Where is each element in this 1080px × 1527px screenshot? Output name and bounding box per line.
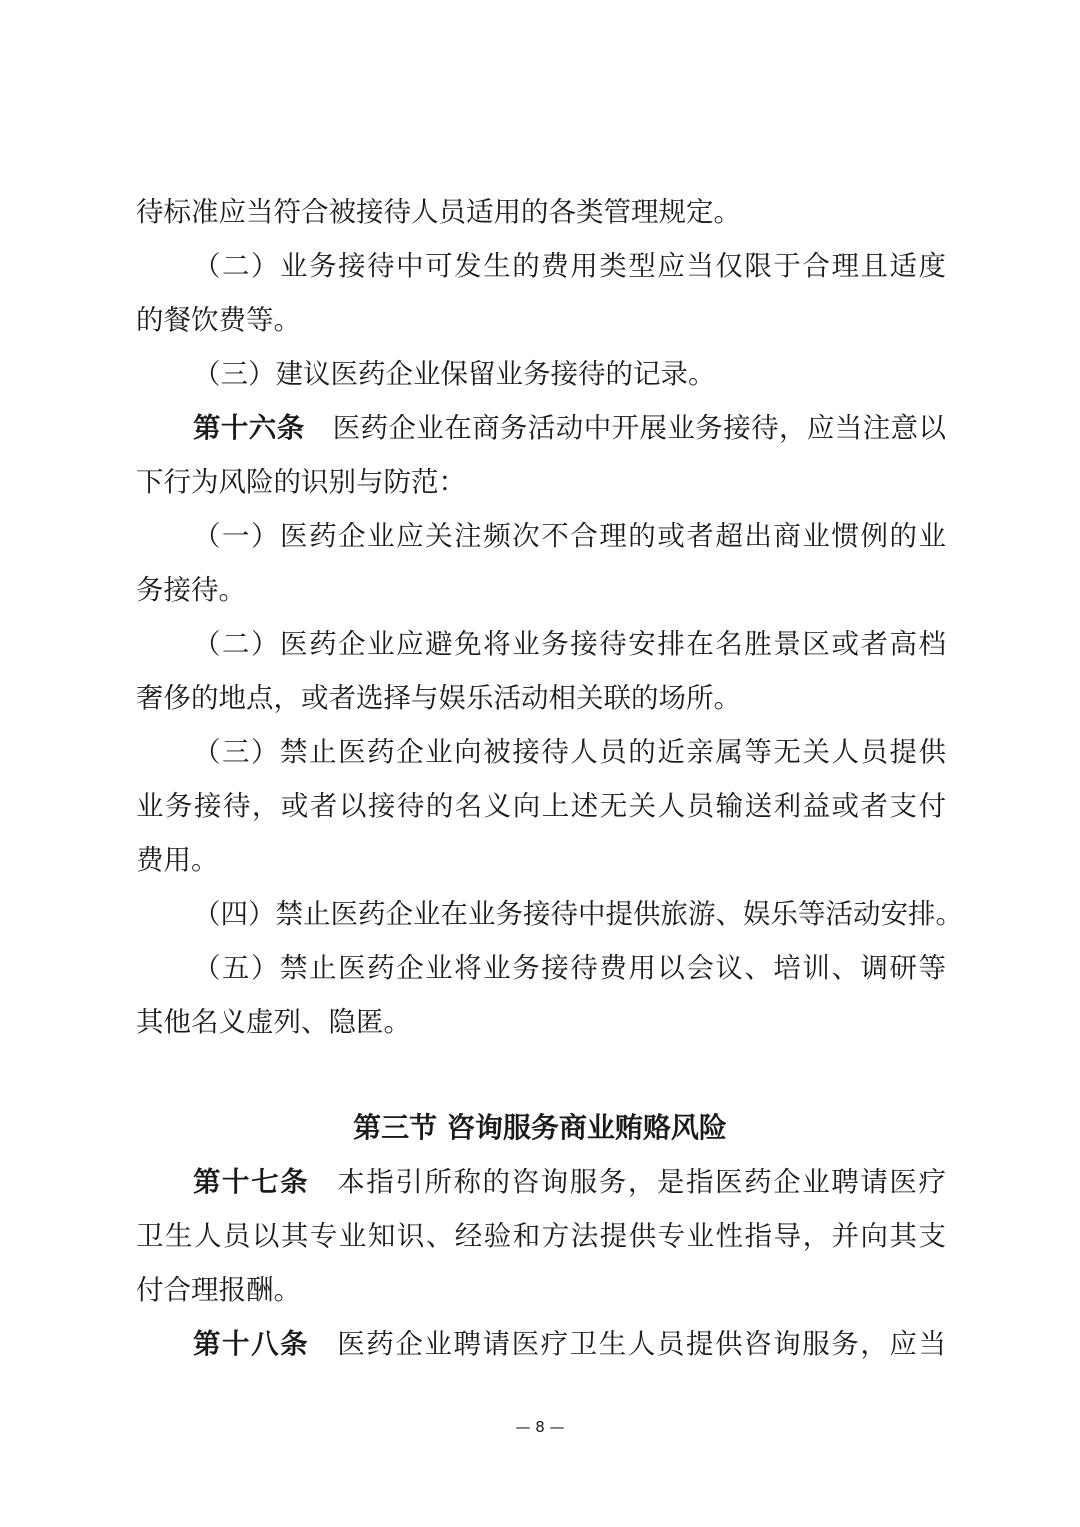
article-16-text: 医药企业在商务活动中开展业务接待，应当注意以 (332, 412, 947, 444)
article-17-line (193, 1162, 946, 1202)
article-18-line (193, 1324, 946, 1364)
body-line: 业务接待，或者以接待的名义向上述无关人员输送利益或者支付 (136, 790, 946, 822)
body-line: 务接待。 (136, 574, 246, 606)
body-line: 卫生人员以其专业知识、经验和方法提供专业性指导，并向其支 (136, 1220, 946, 1252)
article-17-label: 第十七条 (193, 1166, 310, 1198)
article-16-label: 第十六条 (193, 412, 305, 444)
body-line: 的餐饮费等。 (136, 304, 301, 336)
body-line: （三）建议医药企业保留业务接待的记录。 (193, 358, 716, 390)
body-line: （三）禁止医药企业向被接待人员的近亲属等无关人员提供 (193, 736, 946, 768)
body-line: 奢侈的地点，或者选择与娱乐活动相关联的场所。 (136, 682, 741, 714)
section-heading: 第三节 咨询服务商业贿赂风险 (353, 1111, 727, 1144)
body-line: 下行为风险的识别与防范： (136, 466, 466, 498)
body-line: 待标准应当符合被接待人员适用的各类管理规定。 (136, 196, 741, 228)
body-line: 付合理报酬。 (136, 1274, 301, 1306)
body-line: 其他名义虚列、隐匿。 (136, 1006, 411, 1038)
body-line: （五）禁止医药企业将业务接待费用以会议、培训、调研等 (193, 952, 946, 984)
body-line: （四）禁止医药企业在业务接待中提供旅游、娱乐等活动安排。 (193, 898, 963, 930)
article-18-text: 医药企业聘请医疗卫生人员提供咨询服务，应当 (337, 1328, 946, 1360)
article-16-line (193, 408, 946, 448)
body-line: （二）医药企业应避免将业务接待安排在名胜景区或者高档 (193, 628, 946, 660)
body-line: 费用。 (136, 844, 219, 876)
body-line: （二）业务接待中可发生的费用类型应当仅限于合理且适度 (193, 250, 946, 282)
body-line: （一）医药企业应关注频次不合理的或者超出商业惯例的业 (193, 520, 946, 552)
article-18-label: 第十八条 (193, 1328, 310, 1360)
page-number: — 8 — (515, 1418, 565, 1436)
article-17-text: 本指引所称的咨询服务，是指医药企业聘请医疗 (337, 1166, 946, 1198)
